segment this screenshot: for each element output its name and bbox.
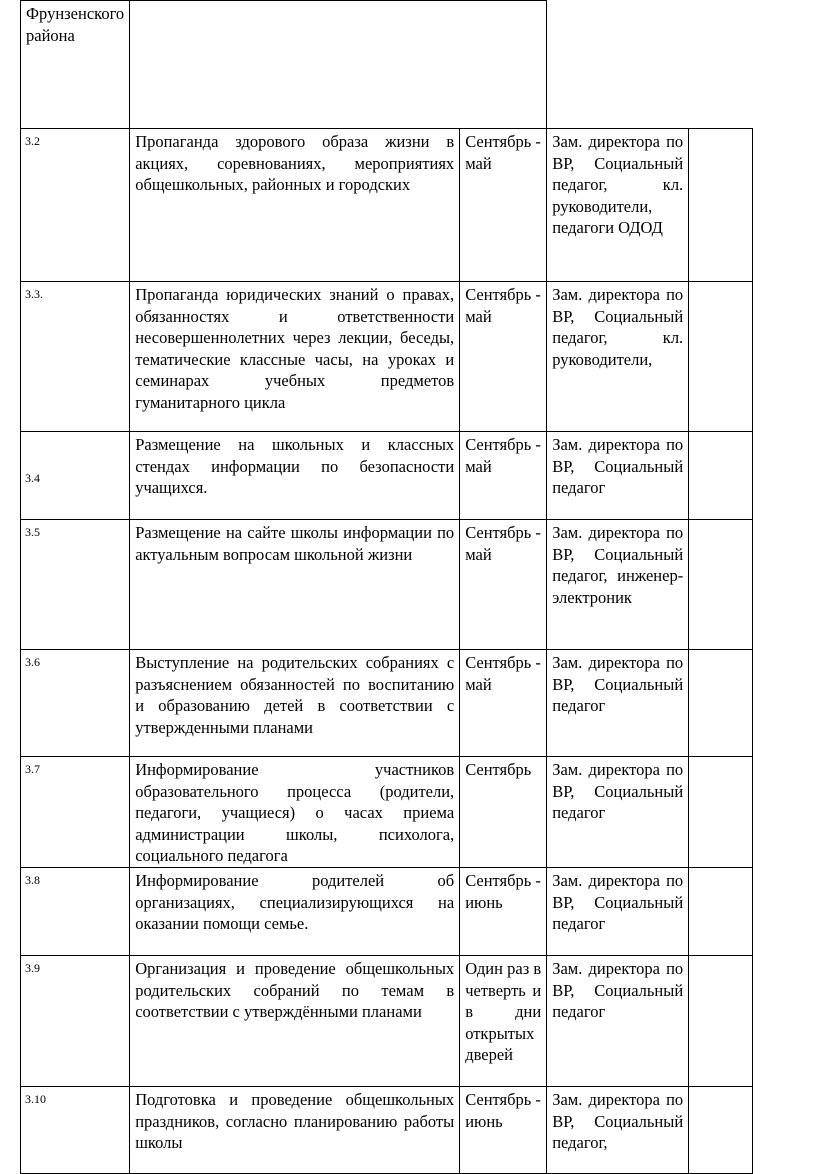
responsible-text: Зам. директора по ВР, Социальный педагог, кл. руководители, педагоги ОДОД	[547, 129, 689, 282]
responsible-text: Зам. директора по ВР, Социальный педагог	[547, 432, 689, 520]
responsible-text: Зам. директора по ВР, Социальный педагог	[547, 867, 689, 955]
row-number: 3.3.	[21, 282, 130, 432]
notes-cell	[689, 282, 753, 432]
period-text: Сентябрь - июнь	[460, 1086, 547, 1173]
responsible-text: Зам. директора по ВР, Социальный педагог	[547, 955, 689, 1086]
open-area	[547, 1, 753, 129]
notes-cell	[689, 1086, 753, 1173]
row-number: 3.2	[21, 129, 130, 282]
row-number: 3.9	[21, 955, 130, 1086]
row-number: 3.10	[21, 1086, 130, 1173]
period-text: Сентябрь - май	[460, 282, 547, 432]
period-text: Сентябрь - май	[460, 129, 547, 282]
table-row	[21, 1086, 753, 1173]
header-fragment-cell	[21, 1, 130, 129]
row-number: 3.8	[21, 867, 130, 955]
row-number: 3.7	[21, 757, 130, 868]
table-row	[21, 129, 753, 282]
notes-cell	[689, 867, 753, 955]
activity-text: Выступление на родительских собраниях с разъяснением обязанностей по воспитанию и образованию детей в соответствии с утвержденными планами	[130, 650, 460, 757]
table-row	[21, 1, 753, 129]
notes-cell	[689, 520, 753, 650]
period-text: Один раз в четверть и в дни открытых дверей	[460, 955, 547, 1086]
table-row	[21, 867, 753, 955]
table-row	[21, 955, 753, 1086]
period-text: Сентябрь - май	[460, 432, 547, 520]
notes-cell	[689, 955, 753, 1086]
district-text: Фрунзенского района	[26, 4, 125, 45]
row-number: 3.4	[21, 432, 130, 520]
responsible-text: Зам. директора по ВР, Социальный педагог, кл. руководители,	[547, 282, 689, 432]
notes-cell	[689, 129, 753, 282]
period-text: Сентябрь - май	[460, 650, 547, 757]
responsible-text: Зам. директора по ВР, Социальный педагог, инженер-электроник	[547, 520, 689, 650]
table-row	[21, 282, 753, 432]
responsible-text: Зам. директора по ВР, Социальный педагог	[547, 650, 689, 757]
table-row	[21, 520, 753, 650]
table-row	[21, 650, 753, 757]
period-text: Сентябрь	[460, 757, 547, 868]
activity-text: Информирование родителей об организациях, специализирующихся на оказании помощи семье.	[130, 867, 460, 955]
notes-cell	[689, 432, 753, 520]
row-number: 3.6	[21, 650, 130, 757]
responsible-text: Зам. директора по ВР, Социальный педагог	[547, 757, 689, 868]
table-row	[21, 757, 753, 868]
activity-text: Подготовка и проведение общешкольных праздников, согласно планированию работы школы	[130, 1086, 460, 1173]
activity-text: Размещение на школьных и классных стендах информации по безопасности учащихся.	[130, 432, 460, 520]
blank-cell	[130, 1, 547, 129]
responsible-text: Зам. директора по ВР, Социальный педагог,	[547, 1086, 689, 1173]
notes-cell	[689, 650, 753, 757]
notes-cell	[689, 757, 753, 868]
row-number: 3.5	[21, 520, 130, 650]
activity-text: Организация и проведение общешкольных родительских собраний по темам в соответствии с утверждёнными планами	[130, 955, 460, 1086]
table-row	[21, 432, 753, 520]
activity-text: Пропаганда здорового образа жизни в акциях, соревнованиях, мероприятиях общешкольных, районных и городских	[130, 129, 460, 282]
activity-table	[20, 0, 753, 1174]
period-text: Сентябрь - май	[460, 520, 547, 650]
activity-text: Размещение на сайте школы информации по актуальным вопросам школьной жизни	[130, 520, 460, 650]
activity-text: Пропаганда юридических знаний о правах, обязанностях и ответственности несовершеннолетних через лекции, беседы, тематические классные часы, на уроках и семинарах учебных предметов гуманитарного цикла	[130, 282, 460, 432]
activity-text: Информирование участников образовательного процесса (родители, педагоги, учащиеся) о часах приема администрации школы, психолога, социального педагога	[130, 757, 460, 868]
period-text: Сентябрь - июнь	[460, 867, 547, 955]
